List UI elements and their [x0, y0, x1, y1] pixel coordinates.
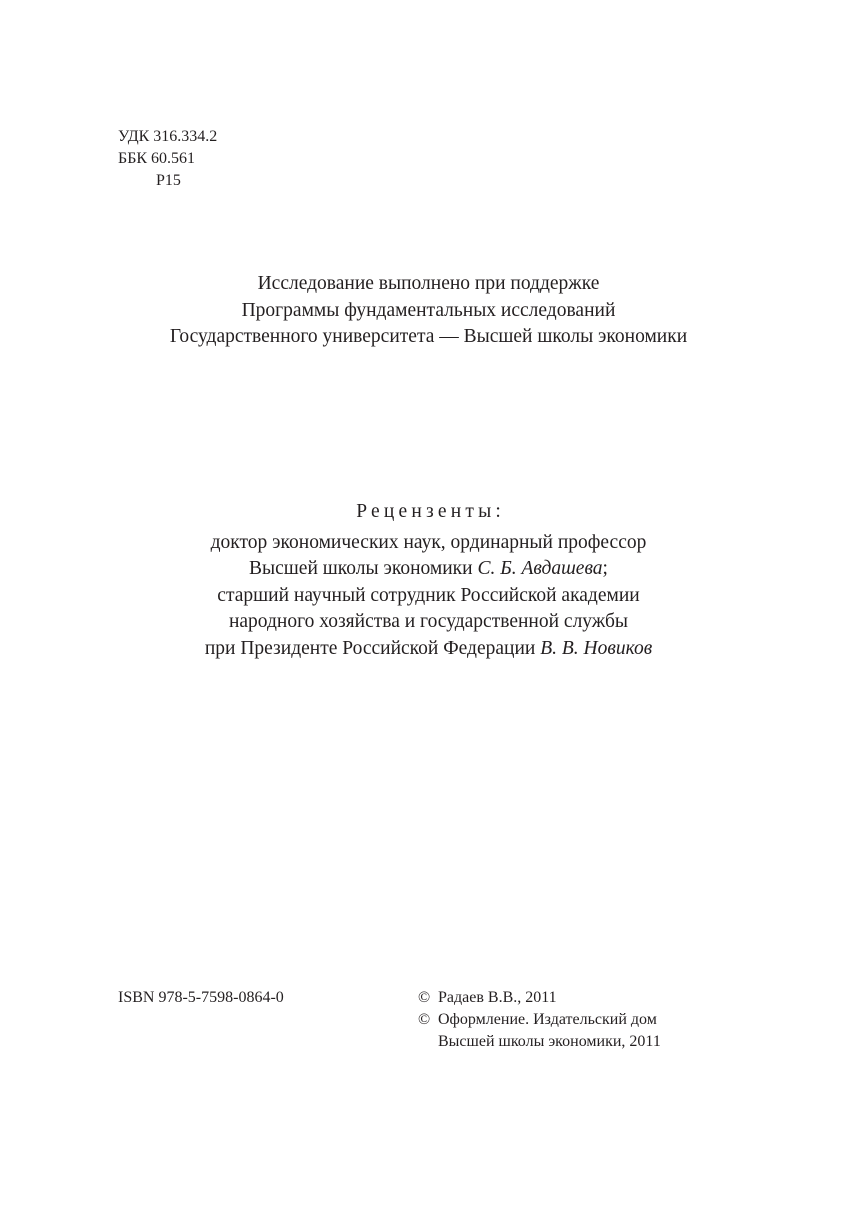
reviewer-line: доктор экономических наук, ординарный профессор	[210, 531, 647, 553]
copyright-symbol: ©	[418, 989, 431, 1006]
support-line: Исследование выполнено при поддержке	[257, 273, 600, 294]
support-note	[0, 271, 857, 351]
copyright-line	[418, 1009, 661, 1031]
reviewers-block	[0, 499, 857, 662]
reviewer-line: старший научный сотрудник Российской академии	[217, 584, 640, 606]
copyright-text: Радаев В.В., 2011	[438, 989, 557, 1006]
reviewers-heading	[0, 499, 857, 526]
classification-codes	[118, 126, 217, 192]
reviewer-line-text: Высшей школы экономики	[249, 558, 478, 579]
bbk-code: ББК 60.561	[118, 150, 196, 167]
reviewer-line	[0, 556, 857, 583]
reviewers-heading-colon: :	[495, 501, 501, 522]
copyright-symbol: ©	[418, 1011, 431, 1028]
support-line: Государственного университета — Высшей школы экономики	[169, 326, 688, 347]
isbn: ISBN 978-5-7598-0864-0	[118, 989, 284, 1006]
copyright-text: Оформление. Издательский дом	[438, 1011, 657, 1028]
reviewer-line-end: ;	[602, 558, 608, 579]
copyright-line	[418, 987, 661, 1009]
copyright-block	[418, 987, 661, 1053]
support-line: Программы фундаментальных исследований	[241, 299, 616, 321]
reviewer-name: В. В. Новиков	[540, 637, 653, 659]
reviewer-line	[0, 636, 857, 663]
author-mark: Р15	[156, 172, 181, 189]
reviewer-name: С. Б. Авдашева	[477, 558, 603, 579]
reviewers-heading-text: Рецензенты	[356, 501, 496, 522]
udk-code: УДК 316.334.2	[118, 128, 218, 145]
reviewer-line-text: при Президенте Российской Федерации	[204, 637, 541, 659]
copyright-line: Высшей школы экономики, 2011	[438, 1033, 661, 1050]
reviewer-line: народного хозяйства и государственной службы	[228, 611, 629, 632]
